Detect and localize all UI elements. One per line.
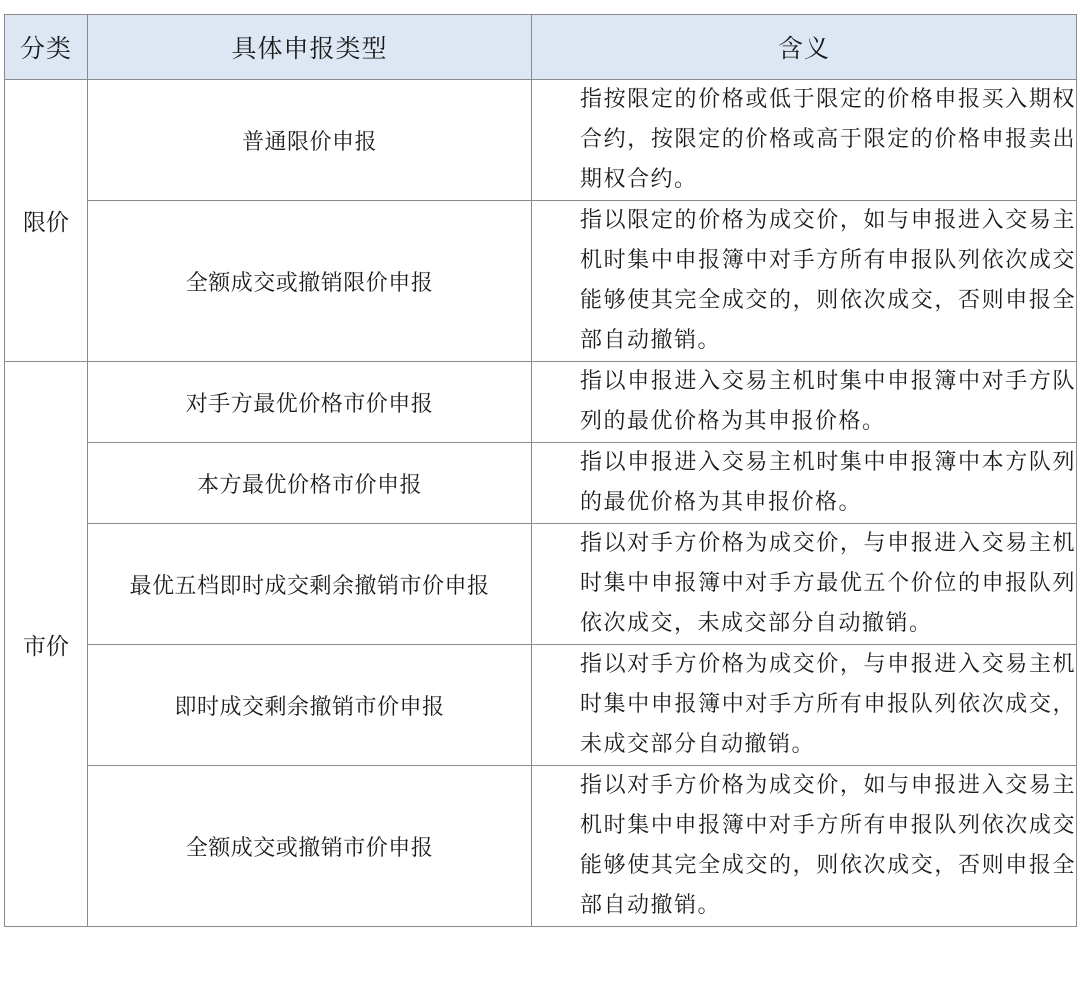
meaning-text: 指以申报进入交易主机时集中申报簿中本方队列的最优价格为其申报价格。: [580, 450, 1076, 515]
meaning-text: 指按限定的价格或低于限定的价格申报买入期权合约，按限定的价格或高于限定的价格申报卖出期权合约。: [580, 87, 1076, 192]
type-cell: 最优五档即时成交剩余撤销市价申报: [88, 524, 532, 645]
meaning-text: 指以对手方价格为成交价，与申报进入交易主机时集中申报簿中对手方最优五个价位的申报队列依次成交，未成交部分自动撤销。: [580, 531, 1076, 636]
type-cell: 对手方最优价格市价申报: [88, 362, 532, 443]
meaning-cell: [532, 362, 1077, 443]
header-type: 具体申报类型: [88, 15, 532, 80]
meaning-cell: [532, 645, 1077, 766]
header-category: 分类: [5, 15, 88, 80]
category-cell-limit: 限价: [5, 80, 88, 362]
type-cell: 即时成交剩余撤销市价申报: [88, 645, 532, 766]
type-cell: 本方最优价格市价申报: [88, 443, 532, 524]
type-cell: 全额成交或撤销市价申报: [88, 766, 532, 927]
meaning-cell: [532, 80, 1077, 201]
table-row: [5, 645, 1077, 766]
order-type-table: [4, 14, 1077, 927]
type-cell: 普通限价申报: [88, 80, 532, 201]
table-row: [5, 766, 1077, 927]
meaning-cell: [532, 524, 1077, 645]
meaning-text: 指以对手方价格为成交价，与申报进入交易主机时集中申报簿中对手方所有申报队列依次成交，未成交部分自动撤销。: [580, 652, 1076, 757]
type-cell: 全额成交或撤销限价申报: [88, 201, 532, 362]
category-cell-market: 市价: [5, 362, 88, 927]
table-row: [5, 80, 1077, 201]
table-row: [5, 362, 1077, 443]
meaning-cell: [532, 201, 1077, 362]
table-header-row: [5, 15, 1077, 80]
header-meaning: 含义: [532, 15, 1077, 80]
meaning-cell: [532, 443, 1077, 524]
table-row: [5, 201, 1077, 362]
meaning-text: 指以限定的价格为成交价，如与申报进入交易主机时集中申报簿中对手方所有申报队列依次成交能够使其完全成交的，则依次成交，否则申报全部自动撤销。: [580, 208, 1076, 353]
table-row: [5, 443, 1077, 524]
meaning-text: 指以申报进入交易主机时集中申报簿中对手方队列的最优价格为其申报价格。: [580, 369, 1076, 434]
meaning-cell: [532, 766, 1077, 927]
meaning-text: 指以对手方价格为成交价，如与申报进入交易主机时集中申报簿中对手方所有申报队列依次成交能够使其完全成交的，则依次成交，否则申报全部自动撤销。: [580, 773, 1076, 918]
table-row: [5, 524, 1077, 645]
